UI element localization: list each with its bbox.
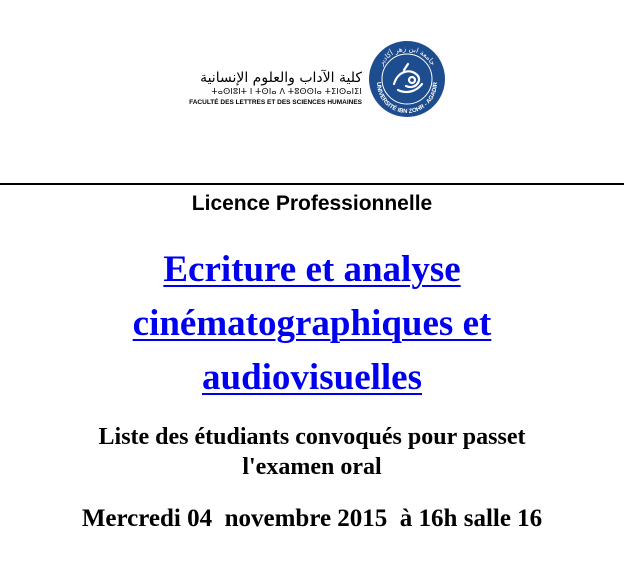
university-seal-logo xyxy=(368,40,446,118)
faculty-names xyxy=(140,70,362,109)
program-title[interactable] xyxy=(62,243,562,405)
faculty-header xyxy=(140,40,440,130)
description-line-1: Liste des étudiants convoqués pour passet xyxy=(98,424,526,450)
faculty-name-french: FACULTÉ DES LETTRES ET DES SCIENCES HUMAINES xyxy=(189,99,362,106)
program-subtitle: Licence Professionnelle xyxy=(191,192,433,215)
title-line-1[interactable]: Ecriture et analyse xyxy=(163,249,461,290)
seal-french-text: UNIVERSITÉ IBN ZOHR - AGADIR xyxy=(374,81,440,116)
faculty-name-arabic: كلية الآداب والعلوم الإنسانية xyxy=(200,70,362,86)
title-line-3[interactable]: audiovisuelles xyxy=(202,357,422,398)
title-line-2[interactable]: cinématographiques et xyxy=(132,303,492,344)
exam-date-line: Mercredi 04 novembre 2015 à 16h salle 16 xyxy=(81,505,543,532)
exam-description xyxy=(0,422,624,482)
description-line-2: l'examen oral xyxy=(242,454,382,480)
faculty-name-tifinagh: ⵜⴰⵙⵏⵓⵏⵜ ⵏ ⵜⵙⵏⴰ ⴷ ⵜⵓⵙⵙⵏⴰ ⵜⵉⵏⵙⴰⵏⵉⵏ xyxy=(211,87,362,96)
header-divider xyxy=(0,183,624,185)
seal-arabic-text: جامعة ابن زهر أكادير xyxy=(377,44,437,67)
